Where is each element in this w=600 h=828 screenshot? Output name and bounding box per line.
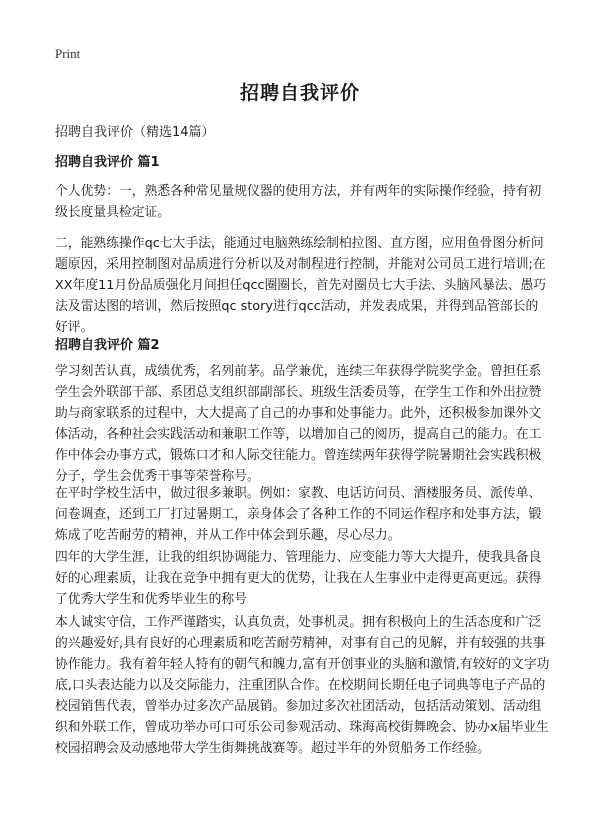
section-heading-1: 招聘自我评价 篇1	[55, 155, 160, 170]
paragraph: 学习刻苦认真，成绩优秀，名列前茅。品学兼优，连续三年获得学院奖学金。曾担任系学生会外联部干部、系团总支组织部副部长、班级生活委员等，在学生工作和外出拉赞助与商家联系的过程中，大大提高了自己的办事和处事能力。此外，还积极参加课外文体活动，各种社会实践活动和兼职工作等，以增加自己的阅历，提高自己的能力。在工作中体会办事方式，锻炼口才和人际交往能力。曾连续两年获得学院暑期社会实践积极分子，学生会优秀干事等荣誉称号。	[55, 364, 542, 484]
print-label[interactable]: Print	[55, 46, 81, 61]
section-heading-2: 招聘自我评价 篇2	[55, 338, 160, 353]
paragraph: 本人诚实守信，工作严谨踏实，认真负责，处事机灵。拥有积极向上的生活态度和广泛的兴趣爱好,具有良好的心理素质和吃苦耐劳精神，对事有自己的见解，并有较强的共事协作能力。我有着年轻人特有的朝气和魄力,富有开创事业的头脑和激情,有较好的文字功底,口头表达能力以及交际能力，注重团队合作。在校期间长期任电子词典等电子产品的校园销售代表，曾举办过多次产品展销。参加过多次社团活动，包括活动策划、活动组织和外联工作，曾成功举办可口可乐公司参观活动、珠海高校街舞晚会、协办x届毕业生校园招聘会及动感地带大学生街舞挑战赛等。超过半年的外贸船务工作经验。	[55, 615, 550, 756]
paragraph: 个人优势：一，熟悉各种常见量规仪器的使用方法，并有两年的实际操作经验，持有初级长度量具检定证。	[55, 184, 542, 220]
document-subtitle: 招聘自我评价（精选14篇）	[55, 125, 215, 140]
paragraph: 四年的大学生涯，让我的组织协调能力、管理能力、应变能力等大大提升，使我具备良好的心理素质，让我在竞争中拥有更大的优势，让我在人生事业中走得更高更远。获得了优秀大学生和优秀毕业生的称号	[55, 550, 542, 607]
paragraph: 二，能熟练操作qc七大手法，能通过电脑熟练绘制柏拉图、直方图，应用鱼骨图分析问题原因，采用控制图对品质进行分析以及对制程进行控制，并能对公司员工进行培训;在XX年度11月份品质强化月间担任qcc圈圈长，首先对圈员七大手法、头脑风暴法、愚巧法及雷达图的培训，然后按照qc story进行qcc活动，并发表成果，并得到品管部长的好评。	[55, 236, 547, 335]
document-title: 招聘自我评价	[239, 82, 360, 104]
paragraph: 在平时学校生活中，做过很多兼职。例如：家教、电话访问员、酒楼服务员、派传单、问卷调查，还到工厂打过暑期工，亲身体会了各种工作的不同运作程序和处事方法，锻炼成了吃苦耐劳的精神，并从工作中体会到乐趣，尽心尽力。	[55, 486, 542, 543]
